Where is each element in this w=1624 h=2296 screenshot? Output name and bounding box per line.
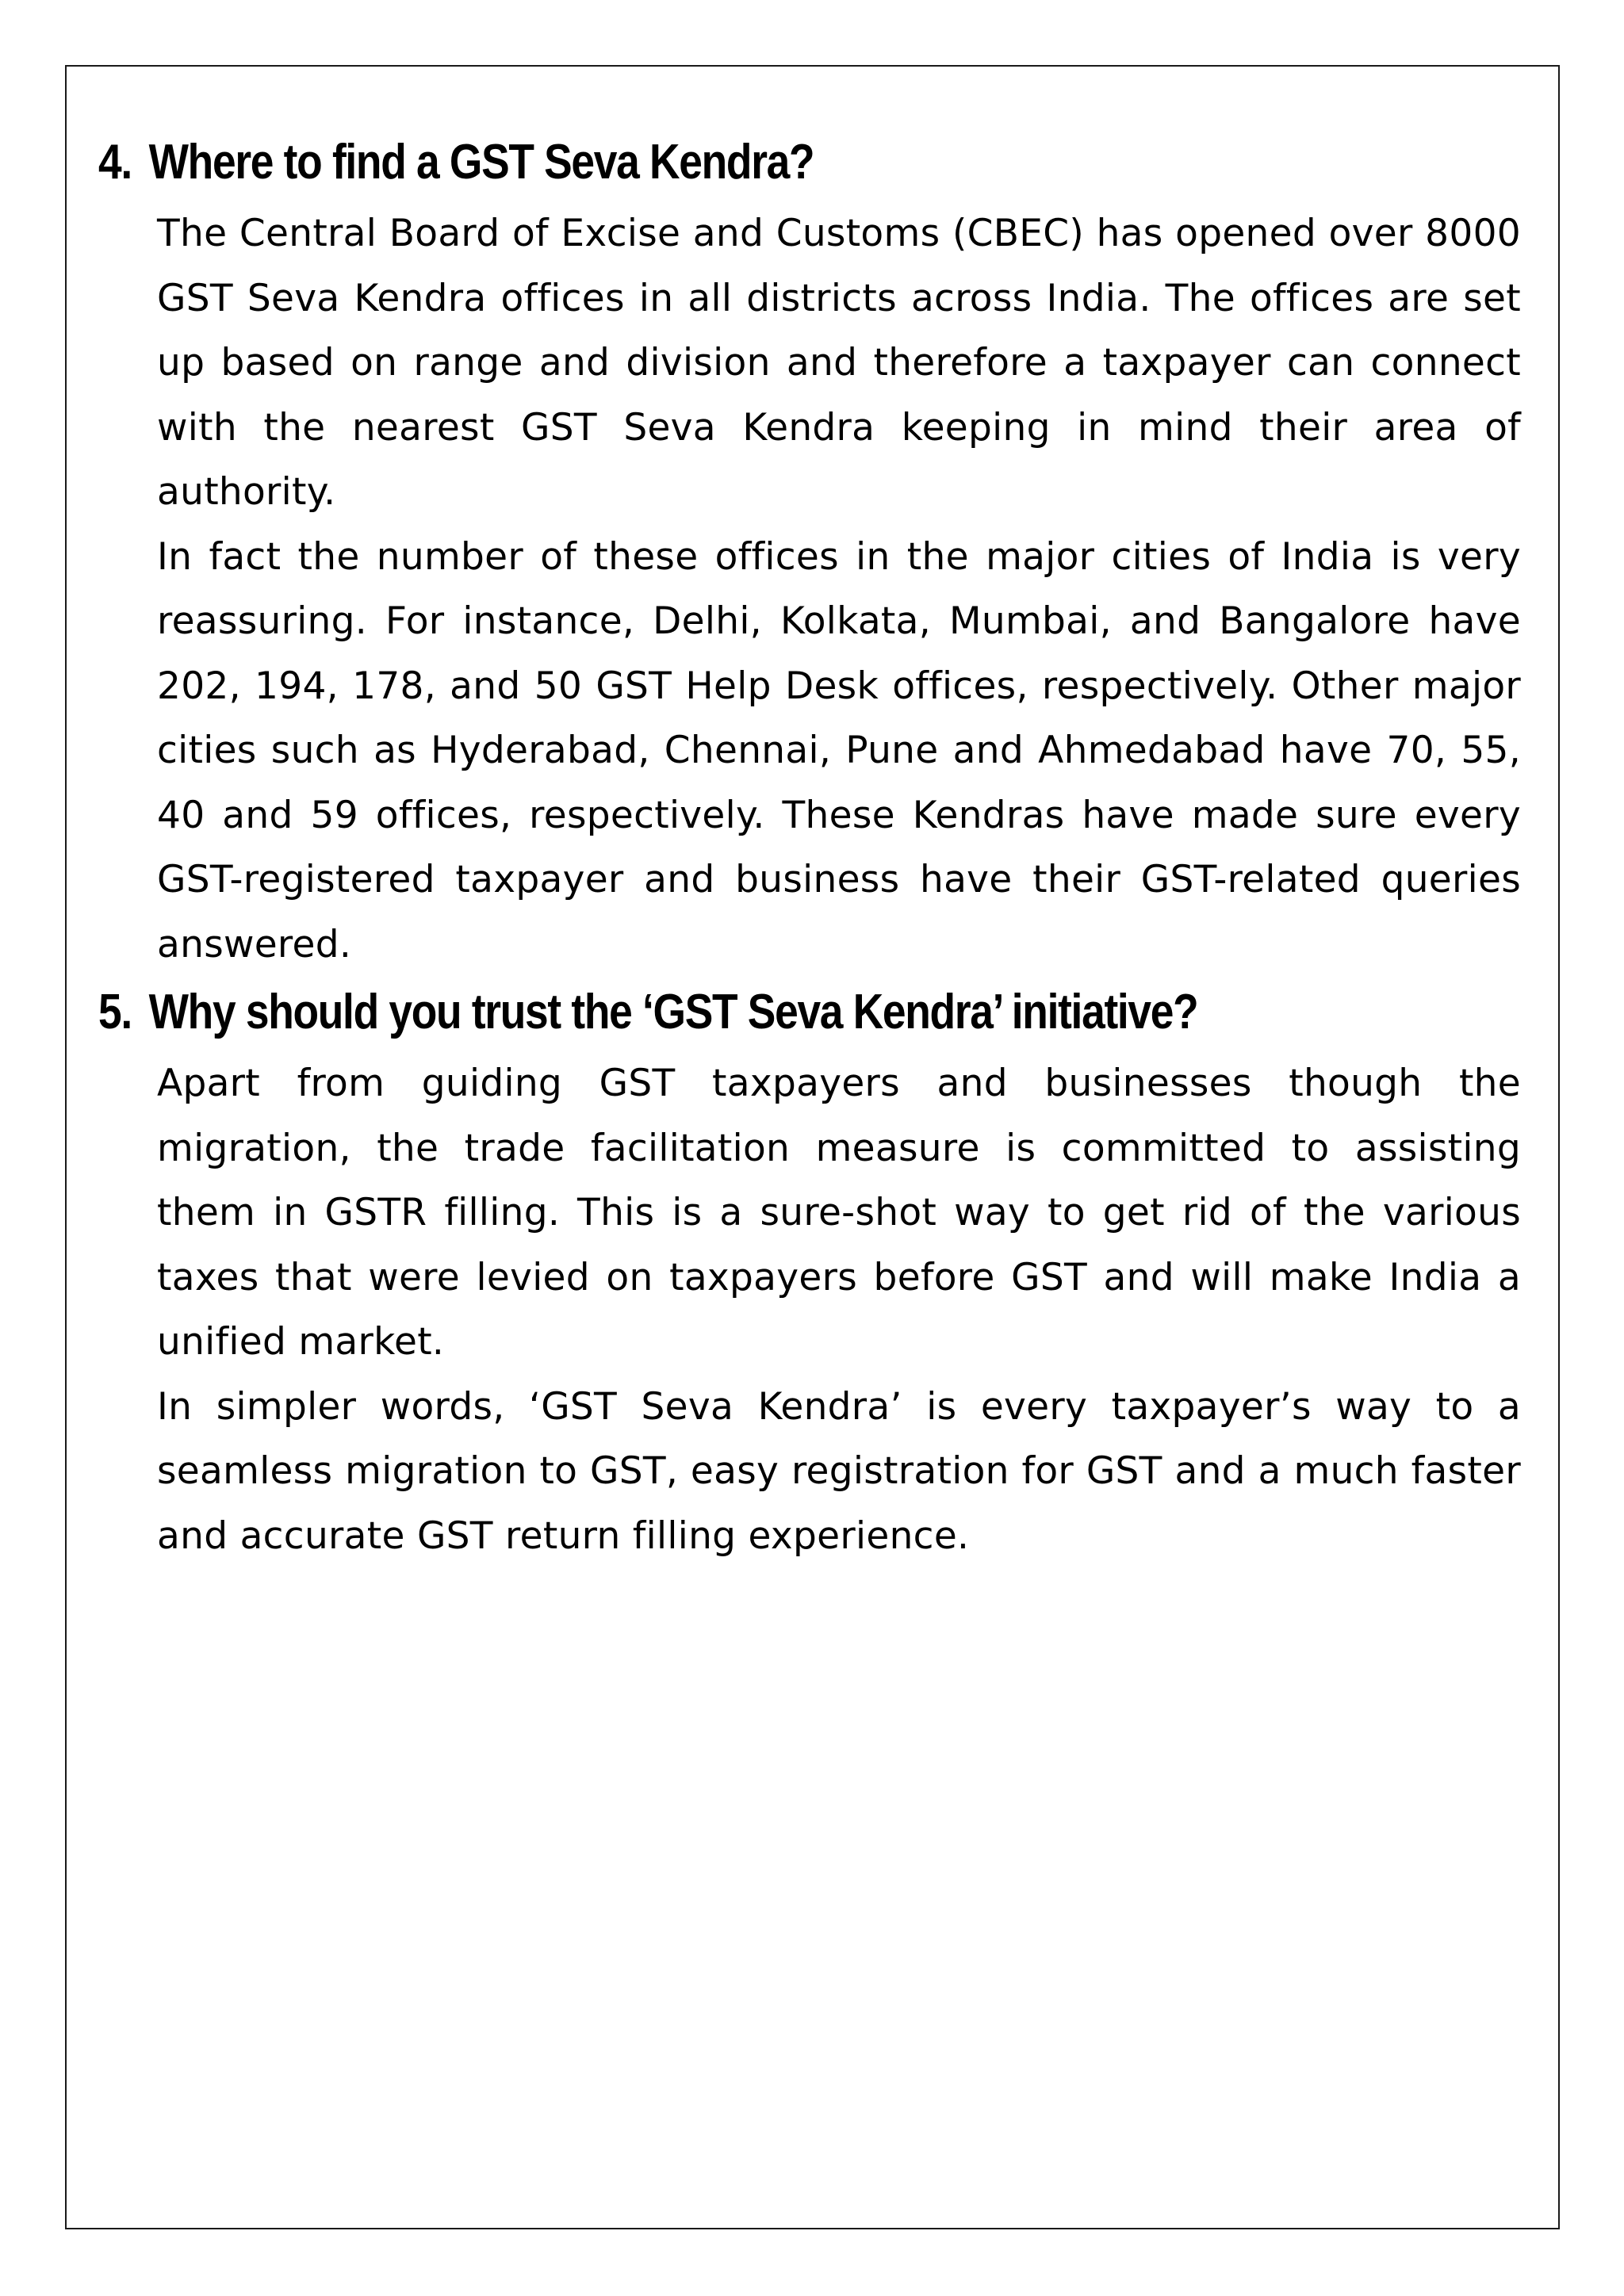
section-heading [98, 977, 1326, 1048]
paragraph: In simpler words, ‘GST Seva Kendra’ is every taxpayer’s way to a seamless migration to GST, easy registration for GST and a much faster and accurate GST return filling experience. [157, 1384, 1521, 1558]
section-number: 5. [98, 985, 132, 1039]
section-why-trust [98, 977, 1526, 1568]
paragraph: The Central Board of Excise and Customs (CBEC) has opened over 8000 GST Seva Kendra offices in all districts across India. The offices are set up based on range and division and therefore a taxpayer can connect with the nearest GST Seva Kendra keeping in mind their area of authority. [157, 212, 1521, 514]
section-title: Why should you trust the ‘GST Seva Kendra’ initiative? [148, 985, 1198, 1039]
section-title: Where to find a GST Seva Kendra? [148, 135, 814, 189]
paragraph: In fact the number of these offices in the major cities of India is very reassuring. For instance, Delhi, Kolkata, Mumbai, and Bangalore have 202, 194, 178, and 50 GST Help Desk offices, respectively. Other major cities such as Hyderabad, Chennai, Pune and Ahmedabad have 70, 55, 40 and 59 offices, respectively. These Kendras have made sure every GST-registered taxpayer and business have their GST-related queries answered. [157, 534, 1521, 966]
section-number: 4. [98, 135, 132, 189]
section-where-to-find [98, 127, 1526, 977]
paragraph: Apart from guiding GST taxpayers and businesses though the migration, the trade facilitation measure is committed to assisting them in GSTR filling. This is a sure-shot way to get rid of the various taxes that were levied on taxpayers before GST and will make India a unified market. [157, 1062, 1521, 1364]
section-heading [98, 127, 1326, 198]
document-content [98, 127, 1526, 1568]
